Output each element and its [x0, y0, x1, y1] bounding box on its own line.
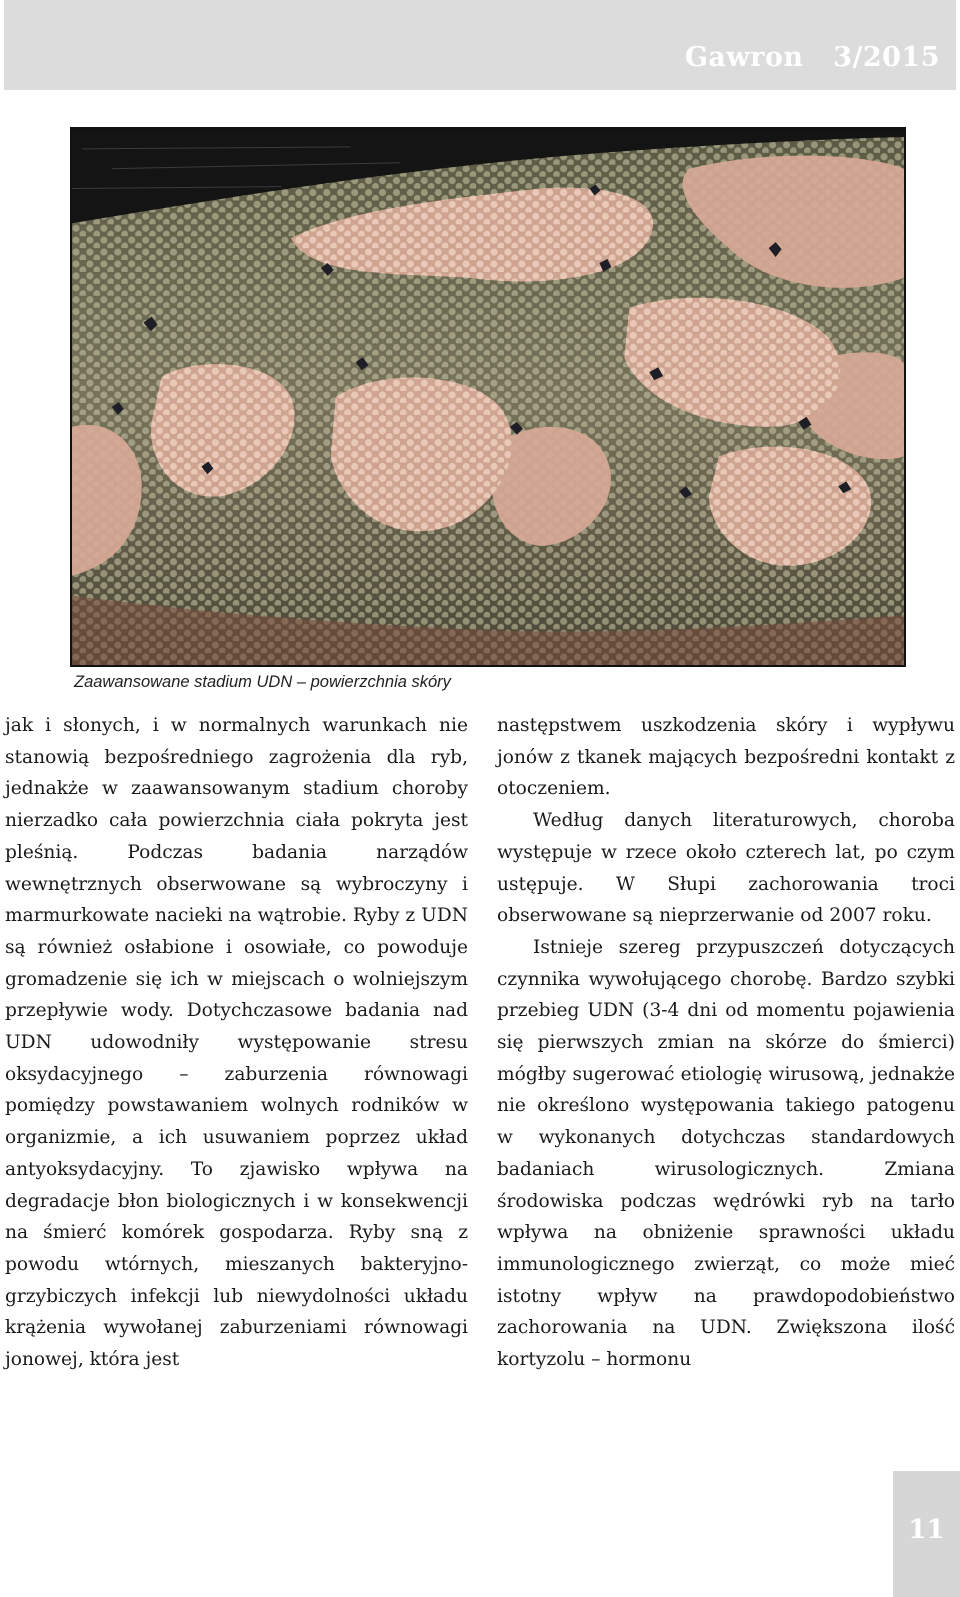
paragraph: jak i słonych, i w normalnych warunkach nie stanowią bezpośredniego zagrożenia dla ryb, jednakże w zaawansowanym stadium choroby nierzadko cała powierzchnia ciała pokryta jest pleśnią. Podczas badania narządów wewnętrznych obserwowane są wybroczyny i marmurkowate nacieki na wątrobie. Ryby z UDN są również osłabione i osowiałe, co powoduje gromadzenie się ich w miejscach o wolniejszym przepływie wody. Dotychczasowe badania nad UDN udowodniły występowanie stresu oksydacyjnego – zaburzenia równowagi pomiędzy powstawaniem wolnych rodników w organizmie, a ich usuwaniem poprzez układ antyoksydacyjny. To zjawisko wpływa na degradacje błon biologicznych i w konsekwencji na śmierć komórek gospodarza. Ryby sną z powodu wtórnych, mieszanych bakteryjno-grzybiczych infekcji lub niewydolności układu krążenia wywołanej zaburzeniami równowagi jonowej, która jest — [5, 715, 468, 1371]
paragraph: Według danych literaturowych, choroba występuje w rzece około czterech lat, po czym ustępuje. W Słupi zachorowania troci obserwowane są nieprzerwanie od 2007 roku. — [497, 810, 955, 927]
fish-skin-photo — [70, 127, 906, 667]
page-number-tab — [893, 1471, 960, 1597]
figure-caption: Zaawansowane stadium UDN – powierzchnia skóry — [74, 673, 451, 691]
page-number: 11 — [908, 1515, 945, 1545]
running-header — [4, 0, 956, 90]
paragraph: następstwem uszkodzenia skóry i wypływu jonów z tkanek mających bezpośredni kontakt z otoczeniem. — [497, 715, 955, 800]
text-column-left — [5, 710, 468, 1376]
paragraph: Istnieje szereg przypuszczeń dotyczących czynnika wywołującego chorobę. Bardzo szybki przebieg UDN (3-4 dni od momentu pojawienia się pierwszych zmian na skórze do śmierci) mógłby sugerować etiologię wirusową, jednakże nie określono występowania takiego patogenu w wykonanych dotychczas standardowych badaniach wirusologicznych. Zmiana środowiska podczas wędrówki ryb na tarło wpływa na obniżenie sprawności układu immunologicznego zwierząt, co może mieć istotny wpływ na prawdopodobieństwo zachorowania na UDN. Zwiększona ilość kortyzolu – hormonu — [497, 936, 955, 1371]
journal-issue-label: Gawron 3/2015 — [684, 42, 940, 73]
text-column-right — [497, 710, 955, 1376]
